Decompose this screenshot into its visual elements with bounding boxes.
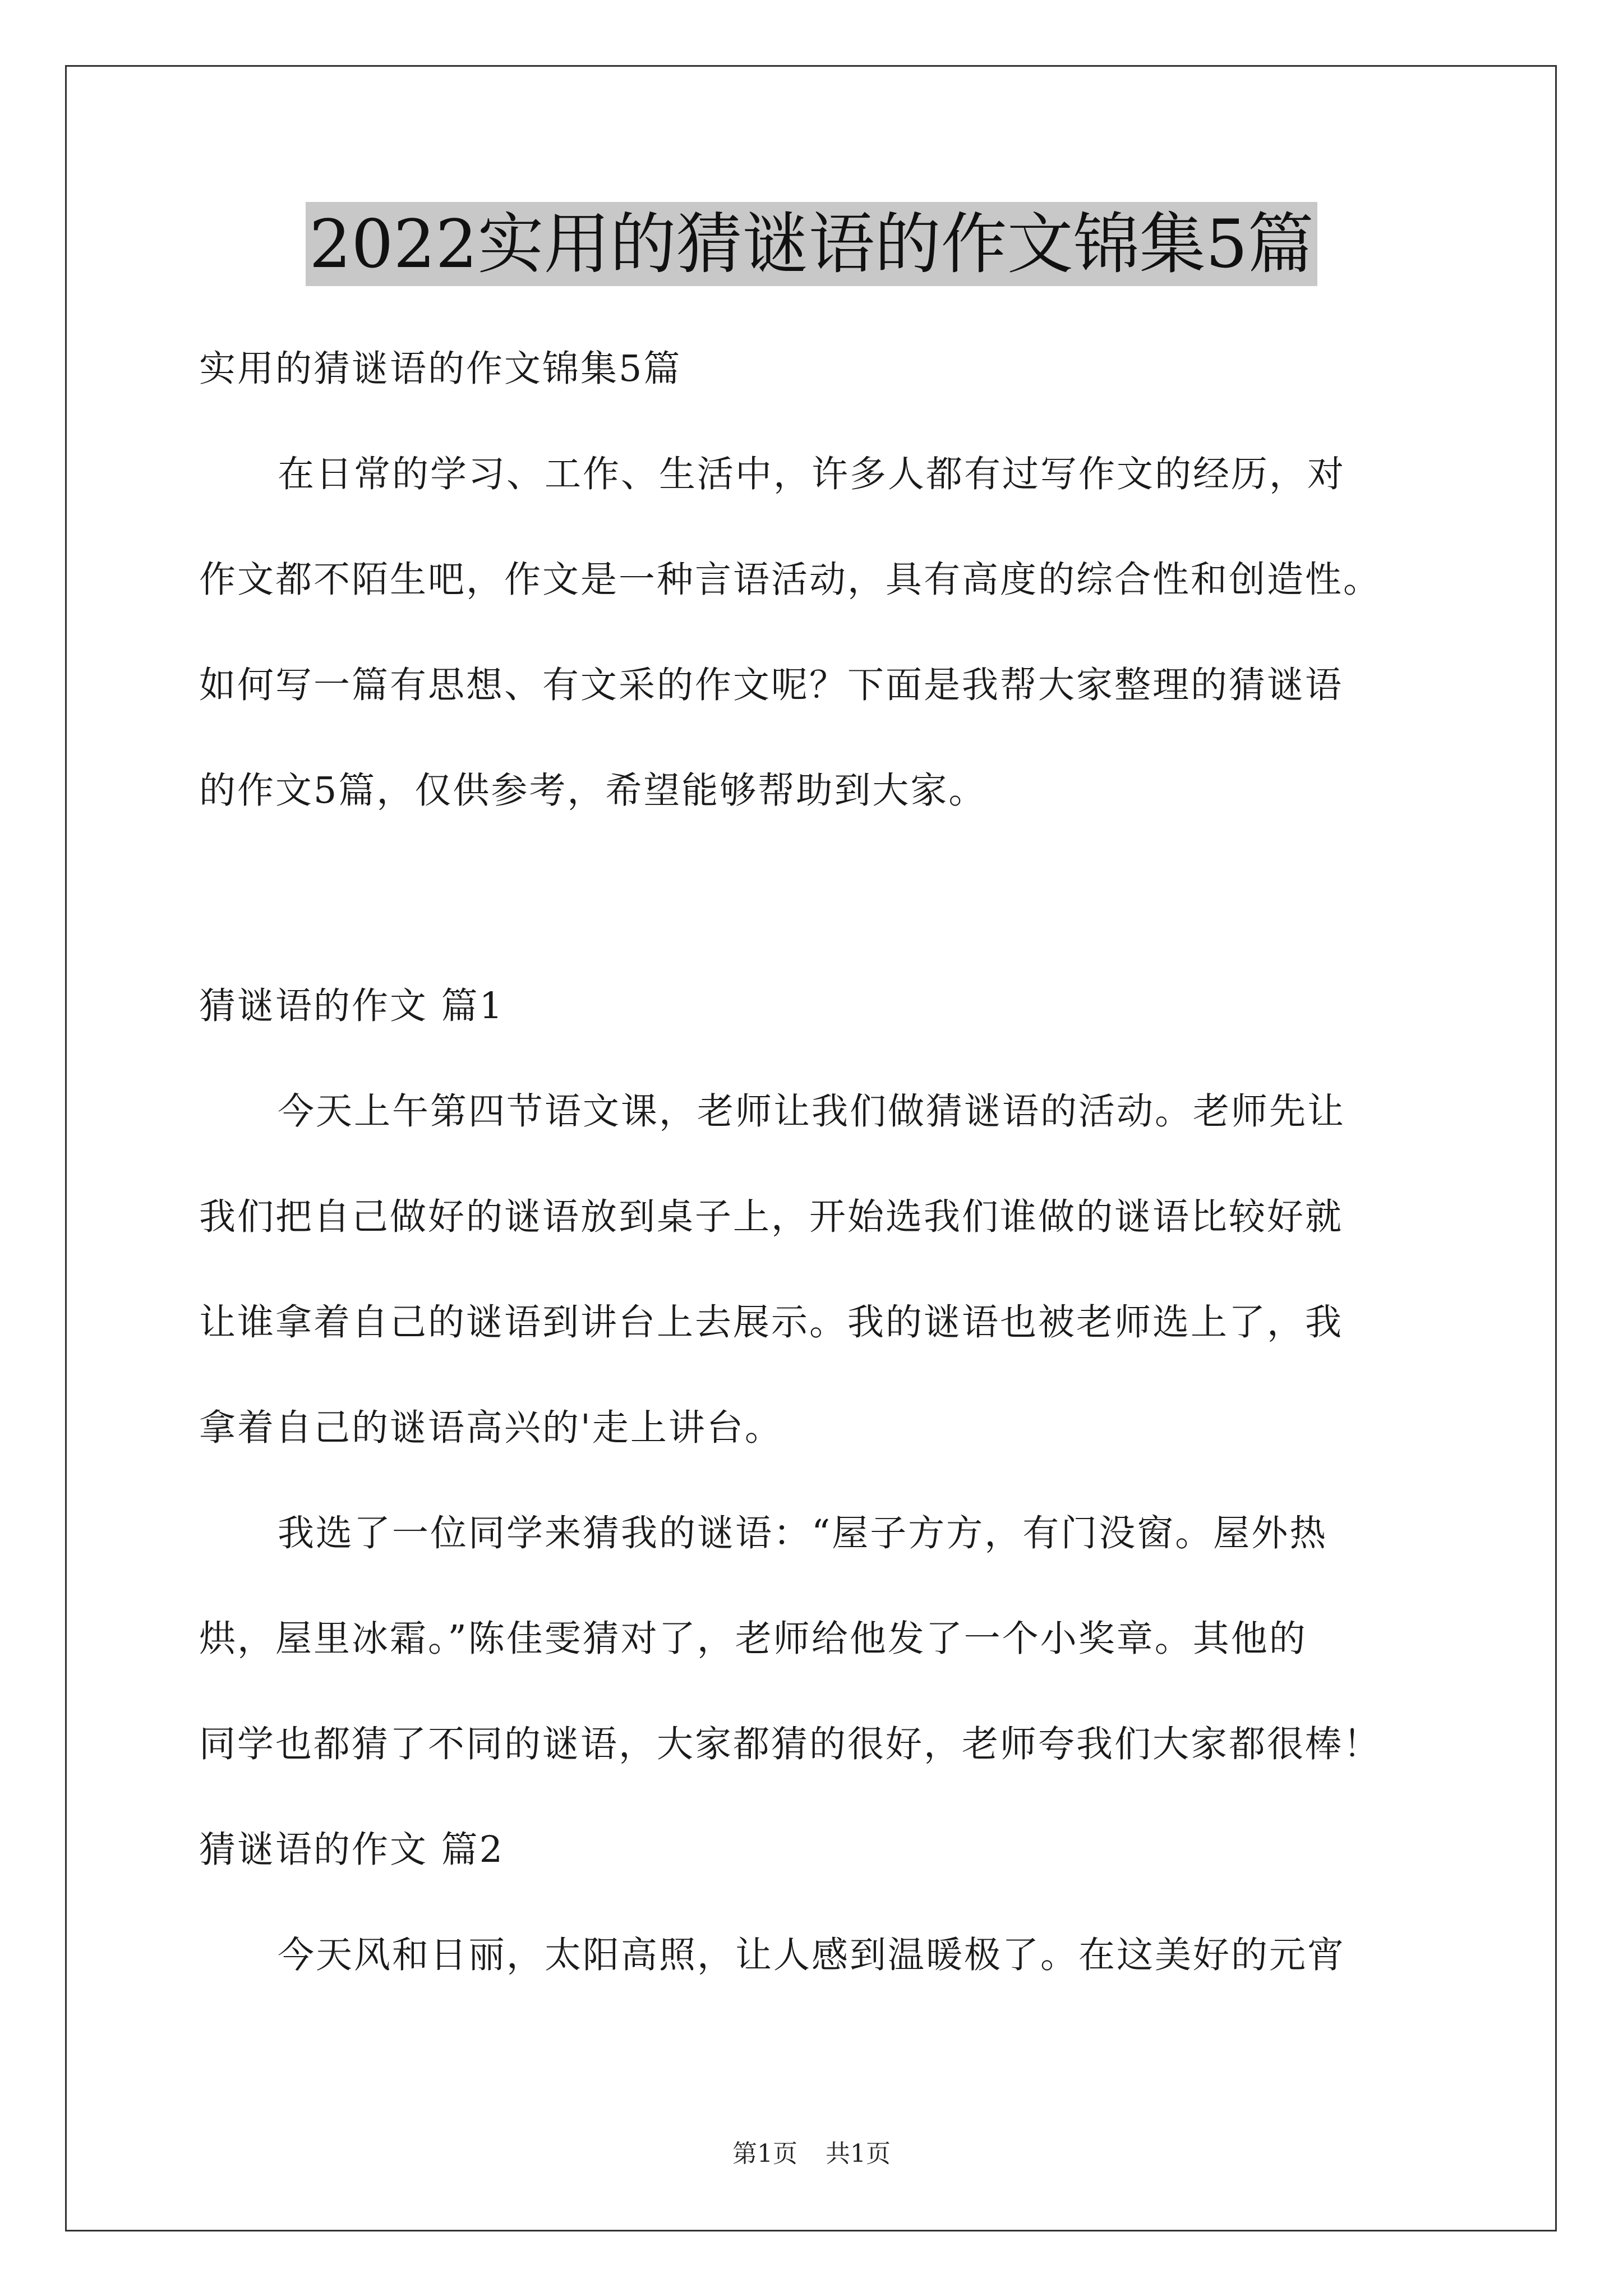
intro-line: 如何写一篇有思想、有文采的作文呢？下面是我帮大家整理的猜谜语 xyxy=(199,664,1344,706)
document-body xyxy=(199,316,1433,2008)
page-footer xyxy=(0,2137,1623,2171)
intro-line: 作文都不陌生吧，作文是一种言语活动，具有高度的综合性和创造性。 xyxy=(199,559,1382,601)
intro-line: 的作文5篇，仅供参考，希望能够帮助到大家。 xyxy=(199,770,987,812)
paragraph-line: 我们把自己做好的谜语放到桌子上，开始选我们谁做的谜语比较好就 xyxy=(199,1196,1344,1238)
page-number-current: 第1页 xyxy=(732,2139,797,2168)
intro-line: 在日常的学习、工作、生活中，许多人都有过写作文的经历，对 xyxy=(278,453,1346,495)
document-subtitle: 实用的猜谜语的作文锦集5篇 xyxy=(199,348,682,390)
paragraph-line: 让谁拿着自己的谜语到讲台上去展示。我的谜语也被老师选上了，我 xyxy=(199,1301,1344,1343)
document-title: 2022实用的猜谜语的作文锦集5篇 xyxy=(306,202,1317,286)
paragraph-line: 今天上午第四节语文课，老师让我们做猜谜语的活动。老师先让 xyxy=(278,1091,1346,1133)
title-container xyxy=(0,202,1623,286)
paragraph-line: 拿着自己的谜语高兴的'走上讲台。 xyxy=(199,1407,783,1449)
paragraph-line: 烘，屋里冰霜。”陈佳雯猜对了，老师给他发了一个小奖章。其他的 xyxy=(199,1618,1307,1660)
paragraph-line: 今天风和日丽，太阳高照，让人感到温暖极了。在这美好的元宵 xyxy=(278,1934,1346,1976)
section-heading: 猜谜语的作文 篇1 xyxy=(199,985,505,1027)
section-heading: 猜谜语的作文 篇2 xyxy=(199,1829,505,1871)
page-number-total: 共1页 xyxy=(826,2139,891,2168)
paragraph-line: 同学也都猜了不同的谜语，大家都猜的很好，老师夸我们大家都很棒！ xyxy=(199,1723,1382,1765)
paragraph-line: 我选了一位同学来猜我的谜语：“屋子方方，有门没窗。屋外热 xyxy=(278,1512,1328,1554)
spacer xyxy=(199,844,1433,954)
